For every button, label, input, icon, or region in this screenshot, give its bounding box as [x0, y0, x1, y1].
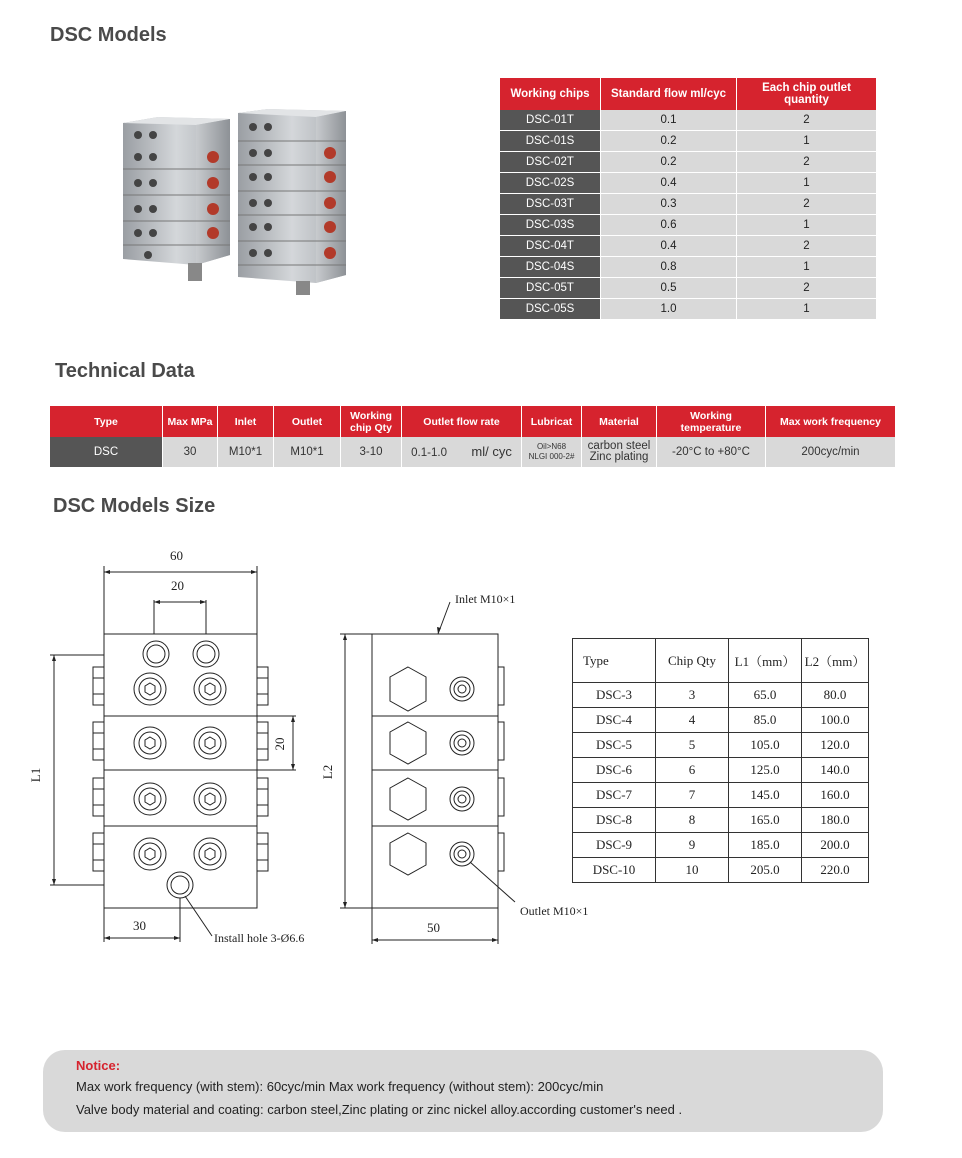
size-type: DSC-4	[573, 708, 656, 733]
size-qty: 9	[656, 833, 729, 858]
table-row	[500, 194, 877, 215]
model-cell: DSC-05T	[500, 278, 601, 299]
size-type: DSC-9	[573, 833, 656, 858]
flow-cell: 0.3	[601, 194, 737, 215]
size-type: DSC-10	[573, 858, 656, 883]
model-cell: DSC-04S	[500, 257, 601, 278]
model-cell: DSC-03S	[500, 215, 601, 236]
tech-mpa: 30	[163, 437, 218, 467]
size-l1: 205.0	[729, 858, 802, 883]
models-table	[500, 78, 877, 320]
tech-header-flow: Outlet flow rate	[402, 406, 522, 437]
product-photo	[118, 105, 350, 305]
dim-20-top-label: 20	[171, 578, 184, 593]
model-cell: DSC-05S	[500, 299, 601, 320]
side-view-body	[372, 634, 498, 908]
flow-cell: 0.4	[601, 236, 737, 257]
l2-label: L2	[320, 764, 335, 780]
table-row	[500, 236, 877, 257]
tech-header-lubricat: Lubricat	[522, 406, 582, 437]
size-qty: 5	[656, 733, 729, 758]
size-l1: 105.0	[729, 733, 802, 758]
size-l1: 125.0	[729, 758, 802, 783]
size-header-l1: L1（mm）	[729, 639, 802, 683]
models-heading: DSC Models	[50, 24, 167, 46]
size-type: DSC-7	[573, 783, 656, 808]
model-cell: DSC-04T	[500, 236, 601, 257]
table-row	[500, 257, 877, 278]
outlet-cell: 2	[737, 236, 877, 257]
table-row	[500, 173, 877, 194]
outlet-cell: 2	[737, 278, 877, 299]
tech-outlet: M10*1	[274, 437, 341, 467]
tech-chip-qty: 3-10	[341, 437, 402, 467]
size-header-chip-qty: Chip Qty	[656, 639, 729, 683]
tech-header-inlet: Inlet	[218, 406, 274, 437]
tech-header-chip-qty: Working chip Qty	[341, 406, 402, 437]
table-row	[573, 758, 869, 783]
flow-cell: 0.1	[601, 110, 737, 131]
front-view-body	[104, 634, 257, 908]
models-header-outlet: Each chip outlet quantity	[737, 78, 877, 110]
notice-line-2: Valve body material and coating: carbon steel,Zinc plating or zinc nickel alloy.according customer's need .	[76, 1102, 683, 1117]
l1-label: L1	[28, 767, 43, 783]
tech-lubricat-grease: NLGI 000-2#	[528, 452, 575, 461]
models-header-flow: Standard flow ml/cyc	[601, 78, 737, 110]
size-l2: 180.0	[802, 808, 869, 833]
tech-header-type: Type	[50, 406, 163, 437]
outlet-cell: 1	[737, 131, 877, 152]
tech-frequency: 200cyc/min	[766, 437, 896, 467]
size-qty: 6	[656, 758, 729, 783]
size-l2: 80.0	[802, 683, 869, 708]
dim-50-label: 50	[427, 920, 440, 935]
outlet-cell: 2	[737, 110, 877, 131]
outlet-cell: 1	[737, 257, 877, 278]
tech-header-material: Material	[582, 406, 657, 437]
size-l2: 200.0	[802, 833, 869, 858]
flow-cell: 1.0	[601, 299, 737, 320]
install-hole-label: Install hole 3-Ø6.6	[214, 931, 305, 945]
models-header-chips: Working chips	[500, 78, 601, 110]
tech-flow	[402, 437, 522, 467]
size-l1: 165.0	[729, 808, 802, 833]
dim-30-label: 30	[133, 918, 146, 933]
tech-type: DSC	[50, 437, 163, 467]
table-row	[500, 110, 877, 131]
size-type: DSC-6	[573, 758, 656, 783]
size-l2: 100.0	[802, 708, 869, 733]
flow-cell: 0.2	[601, 131, 737, 152]
model-cell: DSC-01T	[500, 110, 601, 131]
size-table	[572, 638, 869, 883]
flow-cell: 0.6	[601, 215, 737, 236]
size-qty: 4	[656, 708, 729, 733]
notice-line-1: Max work frequency (with stem): 60cyc/min Max work frequency (without stem): 200cyc/min	[76, 1079, 604, 1094]
flow-cell: 0.2	[601, 152, 737, 173]
tech-flow-value: 0.1-1.0	[411, 446, 447, 459]
size-qty: 3	[656, 683, 729, 708]
size-qty: 8	[656, 808, 729, 833]
outlet-cell: 2	[737, 194, 877, 215]
size-l1: 145.0	[729, 783, 802, 808]
dimension-drawing	[0, 540, 620, 960]
model-cell: DSC-02T	[500, 152, 601, 173]
table-row	[500, 152, 877, 173]
dim-60-label: 60	[170, 548, 183, 563]
tech-flow-unit: ml/ cyc	[471, 443, 512, 459]
table-row	[573, 808, 869, 833]
technical-table	[50, 406, 896, 467]
tech-material-1: carbon steel	[587, 440, 651, 452]
size-qty: 7	[656, 783, 729, 808]
tech-lubricat-oil: Oil>N68	[536, 442, 567, 451]
table-row	[573, 833, 869, 858]
outlet-cell: 1	[737, 215, 877, 236]
table-row	[573, 783, 869, 808]
tech-header-outlet: Outlet	[274, 406, 341, 437]
tech-header-mpa: Max MPa	[163, 406, 218, 437]
model-cell: DSC-01S	[500, 131, 601, 152]
tech-material-2: Zinc plating	[589, 451, 649, 463]
flow-cell: 0.5	[601, 278, 737, 299]
tech-lubricat	[522, 437, 582, 467]
size-header-l2: L2（mm）	[802, 639, 869, 683]
size-l2: 120.0	[802, 733, 869, 758]
outlet-label: Outlet M10×1	[520, 904, 589, 918]
flow-cell: 0.4	[601, 173, 737, 194]
tech-inlet: M10*1	[218, 437, 274, 467]
table-row	[573, 858, 869, 883]
size-type: DSC-5	[573, 733, 656, 758]
table-row	[573, 708, 869, 733]
size-l2: 220.0	[802, 858, 869, 883]
size-l2: 160.0	[802, 783, 869, 808]
notice-box	[43, 1050, 883, 1132]
tech-header-temperature: Working temperature	[657, 406, 766, 437]
size-l1: 185.0	[729, 833, 802, 858]
size-type: DSC-3	[573, 683, 656, 708]
table-row	[500, 278, 877, 299]
size-type: DSC-8	[573, 808, 656, 833]
table-row	[573, 733, 869, 758]
table-row	[500, 215, 877, 236]
table-row	[500, 131, 877, 152]
size-heading: DSC Models Size	[53, 495, 216, 517]
flow-cell: 0.8	[601, 257, 737, 278]
size-l1: 85.0	[729, 708, 802, 733]
table-row	[573, 639, 869, 683]
model-cell: DSC-03T	[500, 194, 601, 215]
dim-20-side-label: 20	[272, 737, 287, 751]
outlet-cell: 2	[737, 152, 877, 173]
tech-header-frequency: Max work frequency	[766, 406, 896, 437]
table-row	[573, 683, 869, 708]
outlet-cell: 1	[737, 173, 877, 194]
technical-heading: Technical Data	[55, 360, 195, 382]
table-row	[500, 299, 877, 320]
inlet-label: Inlet M10×1	[455, 592, 516, 606]
outlet-cell: 1	[737, 299, 877, 320]
table-row	[50, 437, 896, 467]
tech-material	[582, 437, 657, 467]
model-cell: DSC-02S	[500, 173, 601, 194]
size-qty: 10	[656, 858, 729, 883]
tech-temperature: -20°C to +80°C	[657, 437, 766, 467]
size-header-type: Type	[573, 639, 656, 683]
notice-title: Notice:	[76, 1058, 121, 1073]
size-l2: 140.0	[802, 758, 869, 783]
size-l1: 65.0	[729, 683, 802, 708]
